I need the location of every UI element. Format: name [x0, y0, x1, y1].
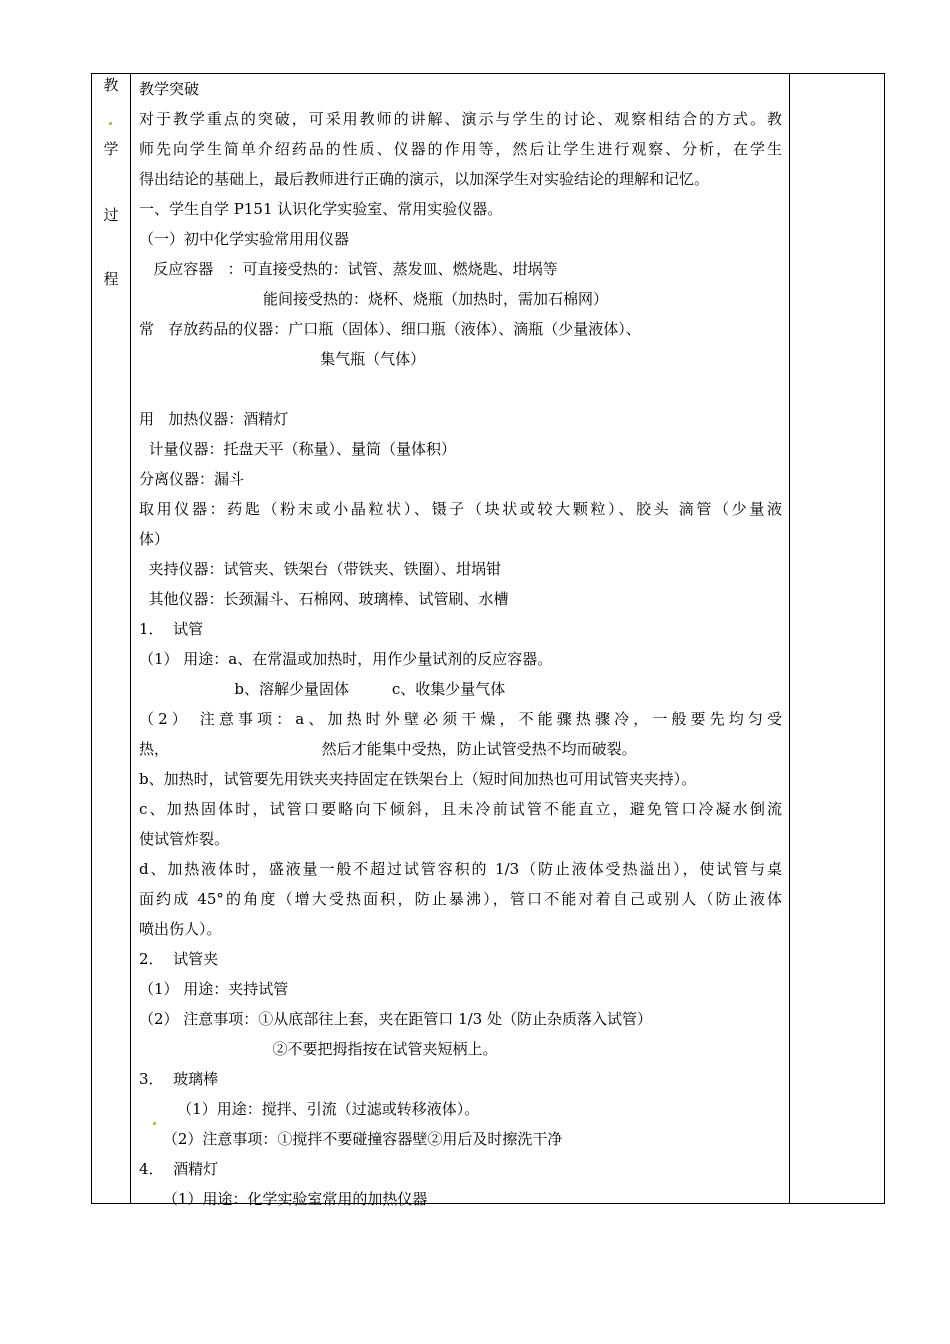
paragraph-line: 师先向学生简单介绍药品的性质、仪器的作用等，然后让学生进行观察、分析，在学生 — [139, 140, 782, 158]
text-line: 计量仪器：托盘天平（称量）、量筒（量体积） — [139, 440, 457, 458]
text-line: 面约成 45°的角度（增大受热面积，防止暴沸），管口不能对着自己或别人（防止液体 — [139, 890, 782, 908]
section-heading: 教学突破 — [139, 80, 200, 98]
lesson-table — [91, 73, 885, 1208]
text-line: 喷出伤人）。 — [139, 920, 222, 938]
section-heading: 一、学生自学 P151 认识化学实验室、常用实验仪器。 — [139, 200, 503, 218]
text-line: （1） 用途：a、在常温或加热时，用作少量试剂的反应容器。 — [139, 650, 553, 668]
text-line: b、加热时，试管要先用铁夹夹持固定在铁架台上（短时间加热也可用试管夹夹持）。 — [139, 770, 697, 788]
text-line: 能间接受热的：烧杯、烧瓶（加热时，需加石棉网） — [139, 290, 608, 308]
text-line: 夹持仪器：试管夹、铁架台（带铁夹、铁圈）、坩埚钳 — [139, 560, 502, 578]
decorative-dot — [153, 1122, 156, 1125]
side-label-char: 学 — [103, 140, 119, 158]
text-line: （1）用途：化学实验室常用的加热仪器 — [139, 1190, 428, 1208]
text-line: d、加热液体时，盛液量一般不超过试管容积的 1/3（防止液体受热溢出），使试管与桌 — [139, 860, 782, 878]
text-line: （2） 注意事项：a、加热时外壁必须干燥，不能骤热骤冷，一般要先均匀受 — [139, 710, 782, 728]
column-divider — [789, 74, 790, 1203]
text-line: 反应容器 ：可直接受热的：试管、蒸发皿、燃烧匙、坩埚等 — [139, 260, 558, 278]
decorative-dot — [109, 122, 112, 125]
text-line: 其他仪器：长颈漏斗、石棉网、玻璃棒、试管刷、水槽 — [139, 590, 509, 608]
side-label-char: 过 — [103, 206, 119, 224]
blank-line — [139, 374, 782, 404]
subsection-heading: （一）初中化学实验常用用仪器 — [139, 230, 350, 248]
text-line: 使试管炸裂。 — [139, 830, 230, 848]
text-line: 常 存放药品的仪器：广口瓶（固体）、细口瓶（液体）、滴瓶（少量液体）、 — [139, 320, 641, 338]
text-line: （2） 注意事项：①从底部往上套，夹在距管口 1/3 处（防止杂质落入试管） — [139, 1010, 652, 1028]
text-line: c、加热固体时，试管口要略向下倾斜，且未冷前试管不能直立，避免管口冷凝水倒流 — [139, 800, 782, 818]
text-line: （1） 用途：夹持试管 — [139, 980, 289, 998]
text-line: （2）注意事项：①搅拌不要碰撞容器壁②用后及时擦洗干净 — [139, 1130, 563, 1148]
paragraph-line: 得出结论的基础上，最后教师进行正确的演示，以加深学生对实验结论的理解和记忆。 — [139, 170, 710, 188]
item-heading: 3． 玻璃棒 — [139, 1070, 219, 1088]
text-line: 分离仪器：漏斗 — [139, 470, 245, 488]
text-line: 用 加热仪器：酒精灯 — [139, 410, 289, 428]
text-line: 取用仪器：药匙（粉末或小晶粒状）、镊子（块状或较大颗粒）、胶头 滴管（少量液 — [139, 500, 782, 518]
text-line: （1）用途：搅拌、引流（过滤或转移液体）。 — [139, 1100, 480, 1118]
paragraph-line: 对于教学重点的突破，可采用教师的讲解、演示与学生的讨论、观察相结合的方式。教 — [139, 110, 782, 128]
text-line: 集气瓶（气体） — [139, 350, 426, 368]
item-heading: 1． 试管 — [139, 620, 204, 638]
text-line: 体） — [139, 530, 170, 548]
text-line: ②不要把拇指按在试管夹短柄上。 — [139, 1040, 498, 1058]
text-line: 热， 然后才能集中受热，防止试管受热不均而破裂。 — [139, 740, 637, 758]
item-heading: 4． 酒精灯 — [139, 1160, 219, 1178]
lesson-content — [139, 74, 782, 1214]
side-label-char: 程 — [103, 270, 119, 288]
item-heading: 2． 试管夹 — [139, 950, 219, 968]
side-label-char: 教 — [103, 76, 119, 94]
text-line: b、溶解少量固体 c、收集少量气体 — [139, 680, 506, 698]
column-divider — [130, 74, 131, 1203]
